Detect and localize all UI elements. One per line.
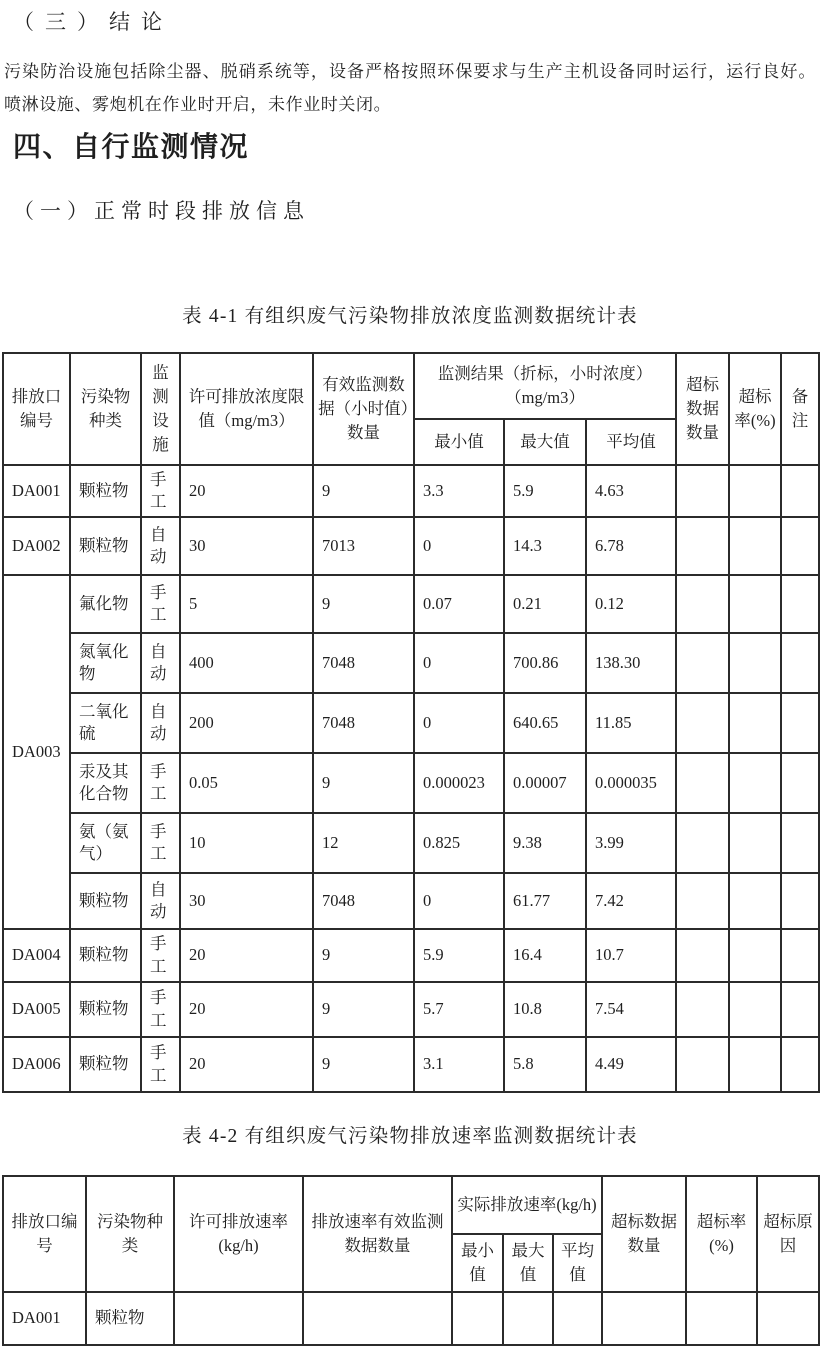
- table-cell: 0: [414, 517, 504, 575]
- table-cell: [174, 1292, 303, 1345]
- col-header-avg: 平均值: [586, 419, 676, 465]
- table-cell: 0: [414, 633, 504, 693]
- table-cell: 颗粒物: [70, 465, 141, 517]
- table-cell: 0.05: [180, 753, 313, 813]
- table-cell: 自动: [141, 693, 180, 753]
- table-cell: 0: [414, 873, 504, 929]
- table-cell: 4.49: [586, 1037, 676, 1092]
- table-cell: 7.42: [586, 873, 676, 929]
- table-cell: 颗粒物: [70, 929, 141, 982]
- table-row: [3, 873, 819, 929]
- table-cell: [602, 1292, 686, 1345]
- table-cell: 0.07: [414, 575, 504, 633]
- table-cell: 手工: [141, 813, 180, 873]
- table-cell: [781, 873, 819, 929]
- table-cell: [729, 873, 781, 929]
- table-cell: DA004: [3, 929, 70, 982]
- table-cell: [781, 929, 819, 982]
- col-header-min: 最小值: [452, 1234, 503, 1292]
- table-cell: 3.99: [586, 813, 676, 873]
- table-cell: 6.78: [586, 517, 676, 575]
- table-cell: 颗粒物: [86, 1292, 174, 1345]
- table-cell: 700.86: [504, 633, 586, 693]
- table-cell: 9: [313, 929, 414, 982]
- table-cell: 氨（氨气）: [70, 813, 141, 873]
- table-cell: [676, 1037, 729, 1092]
- table-cell: DA005: [3, 982, 70, 1037]
- table-cell: 5.9: [414, 929, 504, 982]
- table-cell: 颗粒物: [70, 873, 141, 929]
- table-row: [3, 693, 819, 753]
- col-header-exceed-count: 超标数据数量: [676, 353, 729, 465]
- table-cell: [676, 873, 729, 929]
- table-cell: 61.77: [504, 873, 586, 929]
- table-cell: 7013: [313, 517, 414, 575]
- col-header-avg: 平均值: [553, 1234, 602, 1292]
- conclusion-heading: （三）结论: [13, 10, 173, 34]
- table-cell: 7048: [313, 873, 414, 929]
- table-cell: 0: [414, 693, 504, 753]
- table-cell: 手工: [141, 575, 180, 633]
- table-cell: 颗粒物: [70, 517, 141, 575]
- table-cell: [781, 465, 819, 517]
- table-cell: 氮氧化物: [70, 633, 141, 693]
- table-4-2: [2, 1175, 820, 1346]
- table-cell: 手工: [141, 929, 180, 982]
- table-cell: 颗粒物: [70, 1037, 141, 1092]
- conclusion-paragraph: 污染防治设施包括除尘器、脱硝系统等，设备严格按照环保要求与生产主机设备同时运行，运行良好。 喷淋设施、雾炮机在作业时开启，未作业时关闭。: [4, 62, 816, 114]
- col-header-pollutant: 污染物种类: [70, 353, 141, 465]
- table-cell: DA006: [3, 1037, 70, 1092]
- col-header-facility: 监测设施: [141, 353, 180, 465]
- table-cell: 3.1: [414, 1037, 504, 1092]
- table-cell: 0.825: [414, 813, 504, 873]
- table-cell: [676, 813, 729, 873]
- table-cell: [781, 813, 819, 873]
- table-cell: 颗粒物: [70, 982, 141, 1037]
- table-cell: 20: [180, 982, 313, 1037]
- table-cell: [729, 753, 781, 813]
- table-cell: [452, 1292, 503, 1345]
- subsection-heading: （一）正常时段排放信息: [13, 199, 310, 223]
- table-cell: 400: [180, 633, 313, 693]
- table-cell: 3.3: [414, 465, 504, 517]
- table-cell: [676, 517, 729, 575]
- table-cell: [757, 1292, 819, 1345]
- table-cell: 5: [180, 575, 313, 633]
- table-cell: [686, 1292, 757, 1345]
- table-cell: [781, 982, 819, 1037]
- table-cell: 30: [180, 873, 313, 929]
- table-cell: 7048: [313, 693, 414, 753]
- table-cell: 手工: [141, 753, 180, 813]
- table-cell: [781, 575, 819, 633]
- table-cell: [729, 633, 781, 693]
- table-cell: [553, 1292, 602, 1345]
- table-cell: [676, 575, 729, 633]
- table-row: [3, 1292, 819, 1345]
- table-cell: 11.85: [586, 693, 676, 753]
- col-header-max: 最大值: [503, 1234, 553, 1292]
- table-cell: 30: [180, 517, 313, 575]
- table-cell: 640.65: [504, 693, 586, 753]
- table-row: [3, 813, 819, 873]
- table-cell: 0.12: [586, 575, 676, 633]
- col-header-actual-group: 实际排放速率(kg/h): [452, 1176, 602, 1234]
- col-header-outlet: 排放口编号: [3, 1176, 86, 1292]
- table-cell: 手工: [141, 982, 180, 1037]
- col-header-result-group: 监测结果（折标，小时浓度）（mg/m3）: [414, 353, 676, 419]
- table-row: [3, 517, 819, 575]
- table-cell: 7.54: [586, 982, 676, 1037]
- table-cell: [676, 693, 729, 753]
- table-cell: DA002: [3, 517, 70, 575]
- table-cell: [781, 693, 819, 753]
- table-cell: 12: [313, 813, 414, 873]
- table-cell: 5.7: [414, 982, 504, 1037]
- table-4-2-caption: 表 4-2 有组织废气污染物排放速率监测数据统计表: [182, 1126, 638, 1147]
- table-cell: 14.3: [504, 517, 586, 575]
- table-cell: 20: [180, 929, 313, 982]
- section-heading: 四、自行监测情况: [13, 132, 250, 163]
- table-cell: 9: [313, 1037, 414, 1092]
- table-4-1-caption: 表 4-1 有组织废气污染物排放浓度监测数据统计表: [182, 306, 638, 327]
- table-cell: 自动: [141, 873, 180, 929]
- table-cell: 9.38: [504, 813, 586, 873]
- col-header-valid-count: 有效监测数据（小时值）数量: [313, 353, 414, 465]
- col-header-min: 最小值: [414, 419, 504, 465]
- table-cell: [729, 465, 781, 517]
- table-cell: [676, 982, 729, 1037]
- table-cell: [781, 753, 819, 813]
- table-cell: [729, 693, 781, 753]
- table-cell: [729, 813, 781, 873]
- table-cell: 200: [180, 693, 313, 753]
- col-header-pollutant: 污染物种类: [86, 1176, 174, 1292]
- table-cell: 9: [313, 982, 414, 1037]
- col-header-exceed-rate: 超标率(%): [686, 1176, 757, 1292]
- table-cell: [503, 1292, 553, 1345]
- table-cell: 20: [180, 1037, 313, 1092]
- table-row: [3, 575, 819, 633]
- col-header-outlet: 排放口编号: [3, 353, 70, 465]
- table-cell: [781, 633, 819, 693]
- table-cell: 自动: [141, 517, 180, 575]
- col-header-limit: 许可排放速率(kg/h): [174, 1176, 303, 1292]
- table-cell: 0.00007: [504, 753, 586, 813]
- table-cell: 9: [313, 753, 414, 813]
- table-cell: 0.000035: [586, 753, 676, 813]
- table-cell: 4.63: [586, 465, 676, 517]
- col-header-max: 最大值: [504, 419, 586, 465]
- table-cell: 5.9: [504, 465, 586, 517]
- table-cell: 9: [313, 575, 414, 633]
- table-cell: 10.7: [586, 929, 676, 982]
- col-header-limit: 许可排放浓度限值（mg/m3）: [180, 353, 313, 465]
- table-cell: [781, 1037, 819, 1092]
- table-cell: DA001: [3, 1292, 86, 1345]
- table-row: [3, 982, 819, 1037]
- table-row: [3, 633, 819, 693]
- table-cell: 手工: [141, 465, 180, 517]
- col-header-remark: 备注: [781, 353, 819, 465]
- table-cell: [729, 575, 781, 633]
- table-row: [3, 753, 819, 813]
- table-cell: 汞及其化合物: [70, 753, 141, 813]
- table-cell: 10.8: [504, 982, 586, 1037]
- table-cell: DA001: [3, 465, 70, 517]
- table-cell: 9: [313, 465, 414, 517]
- table-cell: [729, 1037, 781, 1092]
- col-header-valid-count: 排放速率有效监测数据数量: [303, 1176, 452, 1292]
- table-cell: [676, 633, 729, 693]
- table-cell: 10: [180, 813, 313, 873]
- table-cell: 7048: [313, 633, 414, 693]
- table-cell: [676, 929, 729, 982]
- table-cell: [676, 753, 729, 813]
- table-cell: 氟化物: [70, 575, 141, 633]
- table-cell: [729, 517, 781, 575]
- col-header-exceed-rate: 超标率(%): [729, 353, 781, 465]
- table-cell: [676, 465, 729, 517]
- table-cell: 20: [180, 465, 313, 517]
- table-cell: 0.000023: [414, 753, 504, 813]
- col-header-exceed-count: 超标数据数量: [602, 1176, 686, 1292]
- col-header-exceed-reason: 超标原因: [757, 1176, 819, 1292]
- table-cell: 手工: [141, 1037, 180, 1092]
- table-cell: [729, 929, 781, 982]
- table-cell: 自动: [141, 633, 180, 693]
- table-cell: 138.30: [586, 633, 676, 693]
- table-cell: [729, 982, 781, 1037]
- table-cell: 16.4: [504, 929, 586, 982]
- table-row: [3, 465, 819, 517]
- table-cell: [781, 517, 819, 575]
- table-cell: 0.21: [504, 575, 586, 633]
- table-row: [3, 1037, 819, 1092]
- table-4-1: [2, 352, 820, 1093]
- table-cell: [303, 1292, 452, 1345]
- table-cell: DA003: [3, 575, 70, 929]
- table-row: [3, 929, 819, 982]
- table-cell: 二氧化硫: [70, 693, 141, 753]
- table-cell: 5.8: [504, 1037, 586, 1092]
